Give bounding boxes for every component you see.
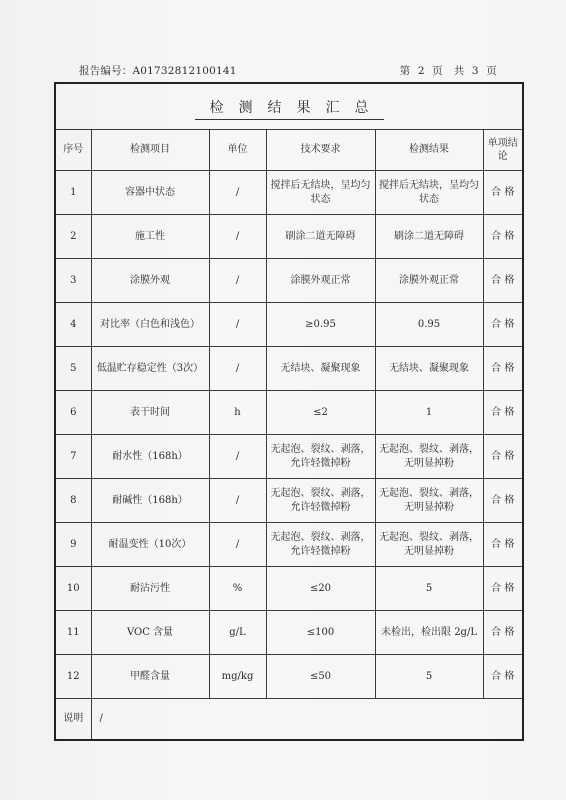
row-conclusion: 合 格 (483, 347, 523, 391)
row-number: 12 (55, 655, 91, 699)
row-item: 耐温变性（10次） (91, 523, 209, 567)
table-row (55, 567, 523, 611)
row-conclusion: 合 格 (483, 479, 523, 523)
row-number: 7 (55, 435, 91, 479)
row-number: 5 (55, 347, 91, 391)
table-title-row (55, 83, 523, 130)
row-conclusion: 合 格 (483, 391, 523, 435)
row-result: 涂膜外观正常 (375, 259, 483, 303)
row-item: 表干时间 (91, 391, 209, 435)
table-row (55, 171, 523, 215)
row-conclusion: 合 格 (483, 655, 523, 699)
row-result: 无起泡、裂纹、剥落，无明显掉粉 (375, 435, 483, 479)
table-row (55, 655, 523, 699)
row-number: 6 (55, 391, 91, 435)
note-label: 说明 (55, 699, 91, 741)
table-row (55, 303, 523, 347)
column-header-no: 序号 (55, 130, 91, 171)
row-requirement: 无起泡、裂纹、剥落，允许轻微掉粉 (266, 523, 375, 567)
table-row (55, 347, 523, 391)
row-requirement: ≤2 (266, 391, 375, 435)
table-row (55, 611, 523, 655)
edge-stamp-mark (552, 250, 566, 310)
row-item: 对比率（白色和浅色） (91, 303, 209, 347)
column-header-requirement: 技术要求 (266, 130, 375, 171)
row-conclusion: 合 格 (483, 435, 523, 479)
row-requirement: 无起泡、裂纹、剥落，允许轻微掉粉 (266, 479, 375, 523)
row-conclusion: 合 格 (483, 523, 523, 567)
row-unit: h (209, 391, 266, 435)
row-unit: g/L (209, 611, 266, 655)
row-conclusion: 合 格 (483, 215, 523, 259)
row-result: 无结块、凝聚现象 (375, 347, 483, 391)
row-unit: / (209, 435, 266, 479)
row-unit: / (209, 171, 266, 215)
row-unit: / (209, 347, 266, 391)
row-conclusion: 合 格 (483, 171, 523, 215)
row-item: 施工性 (91, 215, 209, 259)
report-number: 报告编号：A01732812100141 (79, 65, 237, 77)
row-unit: / (209, 259, 266, 303)
row-requirement: ≤20 (266, 567, 375, 611)
row-unit: / (209, 523, 266, 567)
table-row (55, 523, 523, 567)
row-result: 无起泡、裂纹、剥落，无明显掉粉 (375, 479, 483, 523)
page-header (79, 63, 497, 78)
row-result: 1 (375, 391, 483, 435)
note-value: / (91, 699, 523, 741)
row-requirement: 无结块、凝聚现象 (266, 347, 375, 391)
table-header-row (55, 130, 523, 171)
row-number: 4 (55, 303, 91, 347)
column-header-item: 检测项目 (91, 130, 209, 171)
page-indicator: 第 2 页 共 3 页 (399, 65, 497, 77)
row-number: 2 (55, 215, 91, 259)
row-number: 11 (55, 611, 91, 655)
row-item: 甲醛含量 (91, 655, 209, 699)
row-unit: / (209, 303, 266, 347)
table-row (55, 391, 523, 435)
row-number: 10 (55, 567, 91, 611)
note-row (55, 699, 523, 741)
row-item: 耐水性（168h） (91, 435, 209, 479)
row-item: 容器中状态 (91, 171, 209, 215)
row-number: 1 (55, 171, 91, 215)
row-requirement: 搅拌后无结块，呈均匀状态 (266, 171, 375, 215)
row-result: 刷涂二道无障碍 (375, 215, 483, 259)
row-unit: % (209, 567, 266, 611)
column-header-conclusion: 单项结论 (483, 130, 523, 171)
table-body (55, 171, 523, 699)
table-row (55, 215, 523, 259)
row-result: 0.95 (375, 303, 483, 347)
row-conclusion: 合 格 (483, 259, 523, 303)
row-item: 耐碱性（168h） (91, 479, 209, 523)
row-conclusion: 合 格 (483, 303, 523, 347)
row-unit: / (209, 479, 266, 523)
row-item: VOC 含量 (91, 611, 209, 655)
row-conclusion: 合 格 (483, 567, 523, 611)
column-header-result: 检测结果 (375, 130, 483, 171)
row-unit: / (209, 215, 266, 259)
table-row (55, 479, 523, 523)
row-requirement: ≤50 (266, 655, 375, 699)
row-item: 耐沾污性 (91, 567, 209, 611)
row-result: 5 (375, 655, 483, 699)
results-summary-table (54, 82, 524, 741)
row-item: 低温贮存稳定性（3次） (91, 347, 209, 391)
row-item: 涂膜外观 (91, 259, 209, 303)
row-number: 3 (55, 259, 91, 303)
row-requirement: 无起泡、裂纹、剥落，允许轻微掉粉 (266, 435, 375, 479)
row-result: 搅拌后无结块，呈均匀状态 (375, 171, 483, 215)
row-number: 8 (55, 479, 91, 523)
row-requirement: 涂膜外观正常 (266, 259, 375, 303)
table-row (55, 259, 523, 303)
row-requirement: ≥0.95 (266, 303, 375, 347)
row-result: 未检出，检出限 2g/L (375, 611, 483, 655)
column-header-unit: 单位 (209, 130, 266, 171)
row-requirement: 刷涂二道无障碍 (266, 215, 375, 259)
row-number: 9 (55, 523, 91, 567)
table-row (55, 435, 523, 479)
row-result: 5 (375, 567, 483, 611)
row-unit: mg/kg (209, 655, 266, 699)
row-result: 无起泡、裂纹、剥落，无明显掉粉 (375, 523, 483, 567)
row-conclusion: 合 格 (483, 611, 523, 655)
row-requirement: ≤100 (266, 611, 375, 655)
table-title: 检测结果汇总 (195, 99, 384, 121)
